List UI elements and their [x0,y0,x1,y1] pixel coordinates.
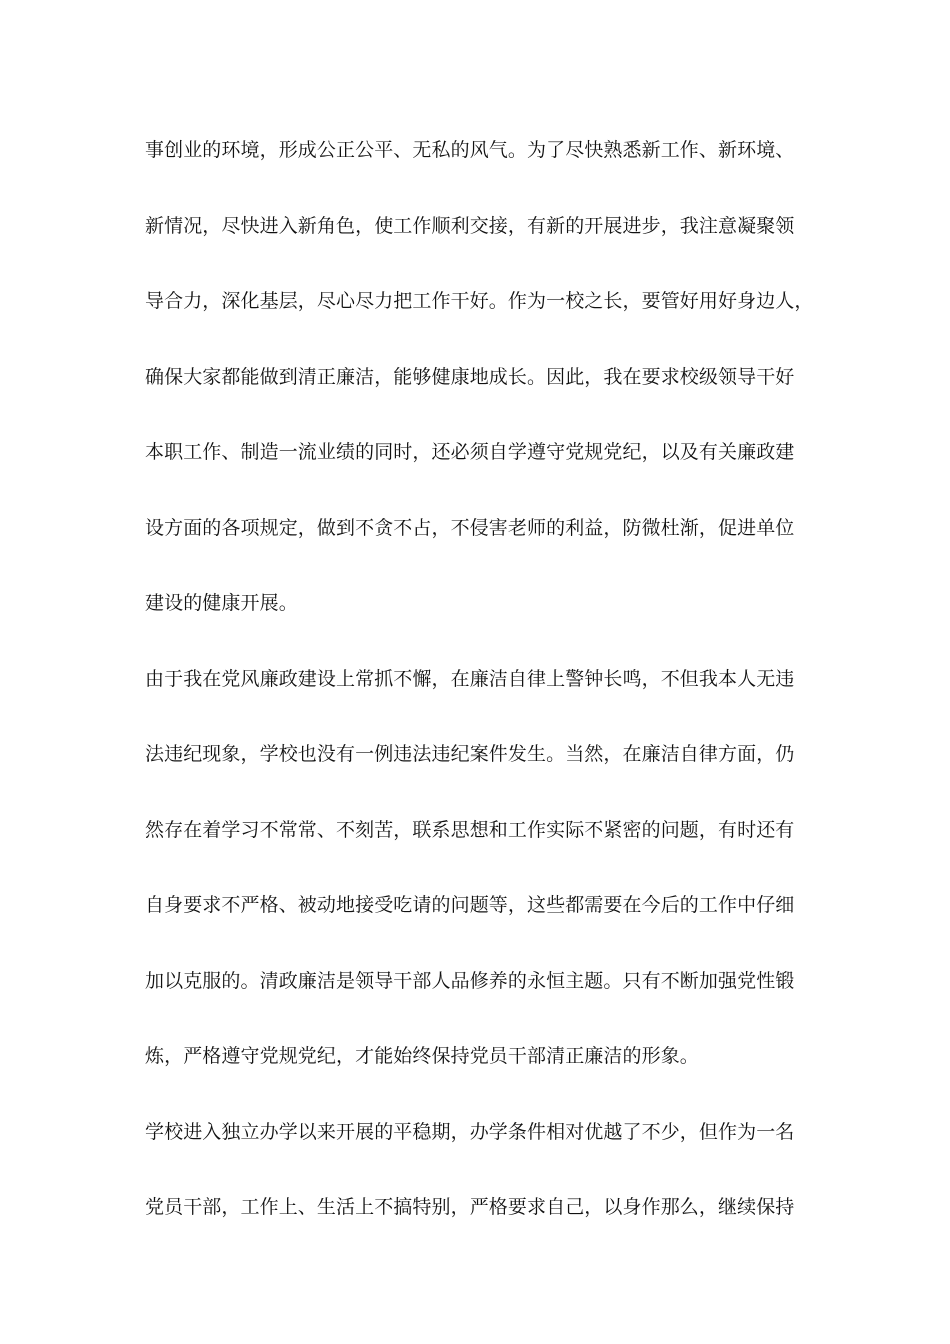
text-line: 自身要求不严格、被动地接受吃请的问题等，这些都需要在今后的工作中仔细 [145,894,795,916]
body-text [145,130,814,1263]
text-line: 本职工作、制造一流业绩的同时，还必须自学遵守党规党纪，以及有关廉政建 [145,441,795,463]
text-line: 然存在着学习不常常、不刻苦，联系思想和工作实际不紧密的问题，有时还有 [145,818,795,841]
text-line: 事创业的环境，形成公正公平、无私的风气。为了尽快熟悉新工作、新环境、 [145,139,795,161]
text-line: 导合力，深化基层，尽心尽力把工作干好。作为一校之长，要管好用好身边人， [145,290,814,312]
text-line: 建设的健康开展。 [145,592,298,614]
text-line: 炼，严格遵守党规党纪，才能始终保持党员干部清正廉洁的形象。 [145,1045,699,1067]
text-line: 加以克服的。清政廉洁是领导干部人品修养的永恒主题。只有不断加强党性锻 [145,969,795,992]
text-line: 法违纪现象，学校也没有一例违法违纪案件发生。当然，在廉洁自律方面，仍 [145,743,795,765]
text-line: 学校进入独立办学以来开展的平稳期，办学条件相对优越了不少，但作为一名 [145,1120,795,1143]
text-line: 党员干部，工作上、生活上不搞特别，严格要求自己，以身作那么，继续保持 [145,1196,795,1218]
text-line: 新情况，尽快进入新角色，使工作顺利交接，有新的开展进步，我注意凝聚领 [145,214,795,237]
text-line: 由于我在党风廉政建设上常抓不懈，在廉洁自律上警钟长鸣，不但我本人无违 [145,667,795,690]
text-line: 设方面的各项规定，做到不贪不占，不侵害老师的利益，防微杜渐，促进单位 [145,516,795,539]
text-line: 确保大家都能做到清正廉洁，能够健康地成长。因此，我在要求校级领导干好 [145,365,795,388]
